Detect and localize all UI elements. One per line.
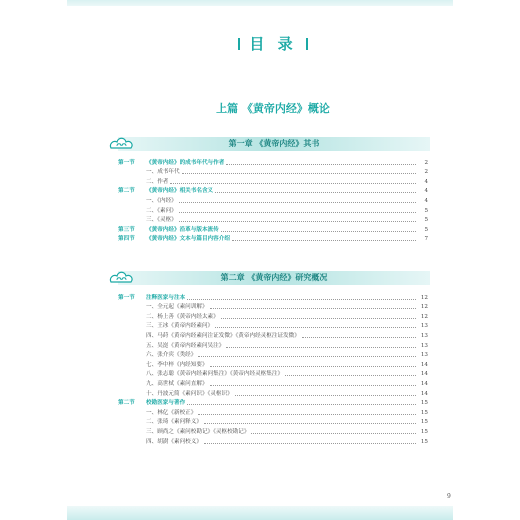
chapter-2-entries <box>118 292 428 446</box>
entry-page-number: 12 <box>420 304 428 311</box>
entry-page-number: 14 <box>420 390 428 397</box>
toc-heading <box>118 33 428 54</box>
entry-title: 三、顾尚之《素问校勘记》《灵枢校勘记》 <box>146 428 250 435</box>
toc-item-row[interactable] <box>118 205 428 215</box>
entry-page-number: 14 <box>420 380 428 387</box>
toc-item-row[interactable] <box>118 407 428 417</box>
toc-item-row[interactable] <box>118 176 428 186</box>
part-title: 上篇 《黄帝内经》概论 <box>216 102 330 115</box>
dot-leader <box>285 375 416 376</box>
entry-page-number: 13 <box>420 352 428 359</box>
entry-title: 《黄帝内经》文本与篇目内容介绍 <box>146 236 230 243</box>
toc-section-row[interactable] <box>118 224 428 234</box>
entry-page-number: 13 <box>420 342 428 349</box>
dot-leader <box>179 221 416 222</box>
toc-item-row[interactable] <box>118 426 428 436</box>
entry-title: 十、丹波元简《素问识》《灵枢识》 <box>146 390 233 397</box>
entry-page-number: 15 <box>420 419 428 426</box>
page-number: 9 <box>447 493 451 500</box>
entry-title: 校勘医家与著作 <box>146 400 186 407</box>
dot-leader <box>204 423 416 424</box>
entry-page-number: 15 <box>420 409 428 416</box>
entry-title: 一、《内经》 <box>146 197 177 204</box>
entry-page-number: 14 <box>420 361 428 368</box>
entry-title: 二、作者 <box>146 178 169 185</box>
dot-leader <box>182 173 416 174</box>
toc-item-row[interactable] <box>118 215 428 225</box>
entry-title: 《黄帝内经》的成书年代与作者 <box>146 159 225 166</box>
entry-page-number: 15 <box>420 400 428 407</box>
toc-item-row[interactable] <box>118 378 428 388</box>
dot-leader <box>235 395 416 396</box>
dot-leader <box>198 414 416 415</box>
entry-title: 七、李中梓《内经知要》 <box>146 361 208 368</box>
entry-title: 三、王冰《黄帝内经素问》 <box>146 323 214 330</box>
dot-leader <box>187 299 416 300</box>
toc-section-row[interactable] <box>118 398 428 408</box>
dot-leader <box>198 356 416 357</box>
dot-leader <box>226 347 416 348</box>
entry-page-number: 13 <box>420 332 428 339</box>
heading-bar-left <box>238 38 240 50</box>
dot-leader <box>170 183 416 184</box>
entry-title: 三、《灵枢》 <box>146 217 177 224</box>
entry-page-number: 4 <box>424 178 428 185</box>
toc-section-row[interactable] <box>118 157 428 167</box>
dot-leader <box>226 164 416 165</box>
toc-item-row[interactable] <box>118 388 428 398</box>
toc-item-row[interactable] <box>118 417 428 427</box>
dot-leader <box>204 443 416 444</box>
entry-title: 《黄帝内经》相关书名含义 <box>146 188 214 195</box>
entry-page-number: 5 <box>424 217 428 224</box>
entry-page-number: 5 <box>424 207 428 214</box>
entry-page-number: 13 <box>420 323 428 330</box>
entry-page-number: 4 <box>424 197 428 204</box>
entry-page-number: 2 <box>424 159 428 166</box>
entry-title: 二、张琦《素问释义》 <box>146 419 202 426</box>
entry-title: 注释医家与注本 <box>146 294 186 301</box>
entry-title: 《黄帝内经》沿革与版本流传 <box>146 226 219 233</box>
entry-title: 一、全元起《素问训解》 <box>146 304 208 311</box>
dot-leader <box>179 212 416 213</box>
toc-item-row[interactable] <box>118 302 428 312</box>
chapter-1-entries <box>118 157 428 243</box>
dot-leader <box>251 433 416 434</box>
toc-section-row[interactable] <box>118 186 428 196</box>
entry-page-number: 15 <box>420 438 428 445</box>
chapter-2-header <box>108 271 430 285</box>
toc-item-row[interactable] <box>118 330 428 340</box>
toc-page <box>118 0 428 520</box>
toc-item-row[interactable] <box>118 359 428 369</box>
entry-page-number: 15 <box>420 428 428 435</box>
dot-leader <box>210 308 416 309</box>
entry-title: 五、吴崑《黄帝内经素问吴注》 <box>146 342 225 349</box>
chapter-title: 第一章 《黄帝内经》其书 <box>228 139 320 148</box>
dot-leader <box>232 240 416 241</box>
entry-title: 二、杨上善《黄帝内经太素》 <box>146 313 219 320</box>
heading-bar-right <box>306 38 308 50</box>
dot-leader <box>215 327 416 328</box>
section-number: 第四节 <box>118 236 135 243</box>
dot-leader <box>179 202 416 203</box>
entry-title: 八、张志聪《黄帝内经素问集注》《黄帝内经灵枢集注》 <box>146 371 284 378</box>
entry-page-number: 5 <box>424 226 428 233</box>
entry-page-number: 2 <box>424 169 428 176</box>
entry-title: 四、马莳《黄帝内经素问注证发微》《黄帝内经灵枢注证发微》 <box>146 332 300 339</box>
entry-page-number: 12 <box>420 313 428 320</box>
toc-section-row[interactable] <box>118 292 428 302</box>
section-number: 第二节 <box>118 400 135 407</box>
entry-title: 四、胡澍《素问校义》 <box>146 438 202 445</box>
dot-leader <box>210 385 416 386</box>
section-number: 第一节 <box>118 294 135 301</box>
entry-title: 一、林亿《新校正》 <box>146 409 197 416</box>
toc-item-row[interactable] <box>118 311 428 321</box>
chapter-title: 第二章 《黄帝内经》研究概况 <box>220 273 328 282</box>
section-number: 第三节 <box>118 226 135 233</box>
bottom-decor-bar <box>67 506 453 520</box>
toc-item-row[interactable] <box>118 350 428 360</box>
entry-page-number: 4 <box>424 188 428 195</box>
toc-item-row[interactable] <box>118 167 428 177</box>
dot-leader <box>210 366 416 367</box>
toc-section-row[interactable] <box>118 234 428 244</box>
entry-title: 一、成书年代 <box>146 169 180 176</box>
dot-leader <box>221 231 416 232</box>
dot-leader <box>187 404 416 405</box>
dot-leader <box>221 318 416 319</box>
toc-item-row[interactable] <box>118 369 428 379</box>
entry-title: 二、《素问》 <box>146 207 177 214</box>
chapter-1-header <box>108 137 430 151</box>
dot-leader <box>302 337 416 338</box>
entry-title: 六、张介宾《类经》 <box>146 352 197 359</box>
entry-page-number: 12 <box>420 294 428 301</box>
toc-item-row[interactable] <box>118 195 428 205</box>
toc-item-row[interactable] <box>118 436 428 446</box>
toc-item-row[interactable] <box>118 321 428 331</box>
toc-item-row[interactable] <box>118 340 428 350</box>
entry-page-number: 14 <box>420 371 428 378</box>
entry-title: 九、高世栻《素问直解》 <box>146 380 208 387</box>
toc-heading-text: 目 录 <box>249 35 297 53</box>
section-number: 第二节 <box>118 188 135 195</box>
dot-leader <box>215 192 416 193</box>
section-number: 第一节 <box>118 159 135 166</box>
entry-page-number: 7 <box>424 236 428 243</box>
